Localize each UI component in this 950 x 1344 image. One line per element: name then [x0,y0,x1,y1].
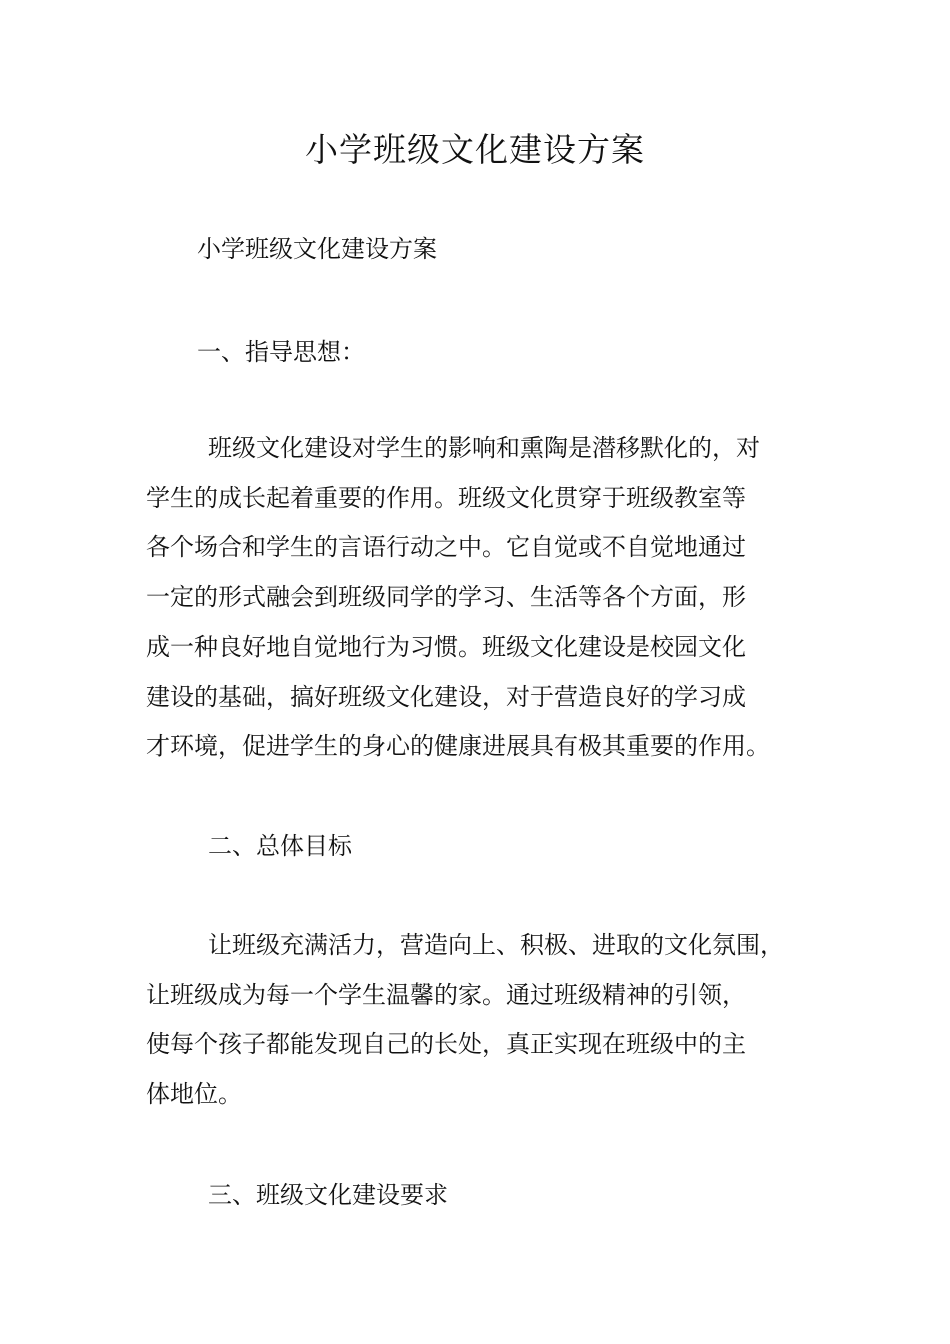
paragraph-guiding-ideology [146,424,816,772]
section-heading-overall-goal: 二、总体目标 [208,832,352,860]
paragraph-line: 班级文化建设对学生的影响和熏陶是潜移默化的，对 [208,434,760,462]
paragraph-line: 各个场合和学生的言语行动之中。它自觉或不自觉地通过 [146,533,746,562]
paragraph-line: 体地位。 [146,1080,242,1109]
paragraph-line: 让班级成为每一个学生温馨的家。通过班级精神的引领， [146,980,746,1009]
paragraph-line: 才环境，促进学生的身心的健康进展具有极其重要的作用。 [146,732,770,761]
paragraph-line: 使每个孩子都能发现自己的长处，真正实现在班级中的主 [146,1030,746,1059]
paragraph-line: 让班级充满活力，营造向上、积极、进取的文化氛围， [208,931,784,959]
paragraph-line: 建设的基础，搞好班级文化建设，对于营造良好的学习成 [146,682,746,711]
document-subtitle: 小学班级文化建设方案 [197,235,437,263]
paragraph-line: 成一种良好地自觉地行为习惯。班级文化建设是校园文化 [146,632,746,661]
document-title: 小学班级文化建设方案 [305,130,645,169]
paragraph-line: 一定的形式融会到班级同学的学习、生活等各个方面，形 [146,583,746,612]
paragraph-line: 学生的成长起着重要的作用。班级文化贯穿于班级教室等 [146,483,746,512]
section-heading-guiding-ideology: 一、指导思想： [197,338,365,366]
section-heading-requirements: 三、班级文化建设要求 [208,1181,448,1209]
paragraph-overall-goal [146,921,816,1120]
